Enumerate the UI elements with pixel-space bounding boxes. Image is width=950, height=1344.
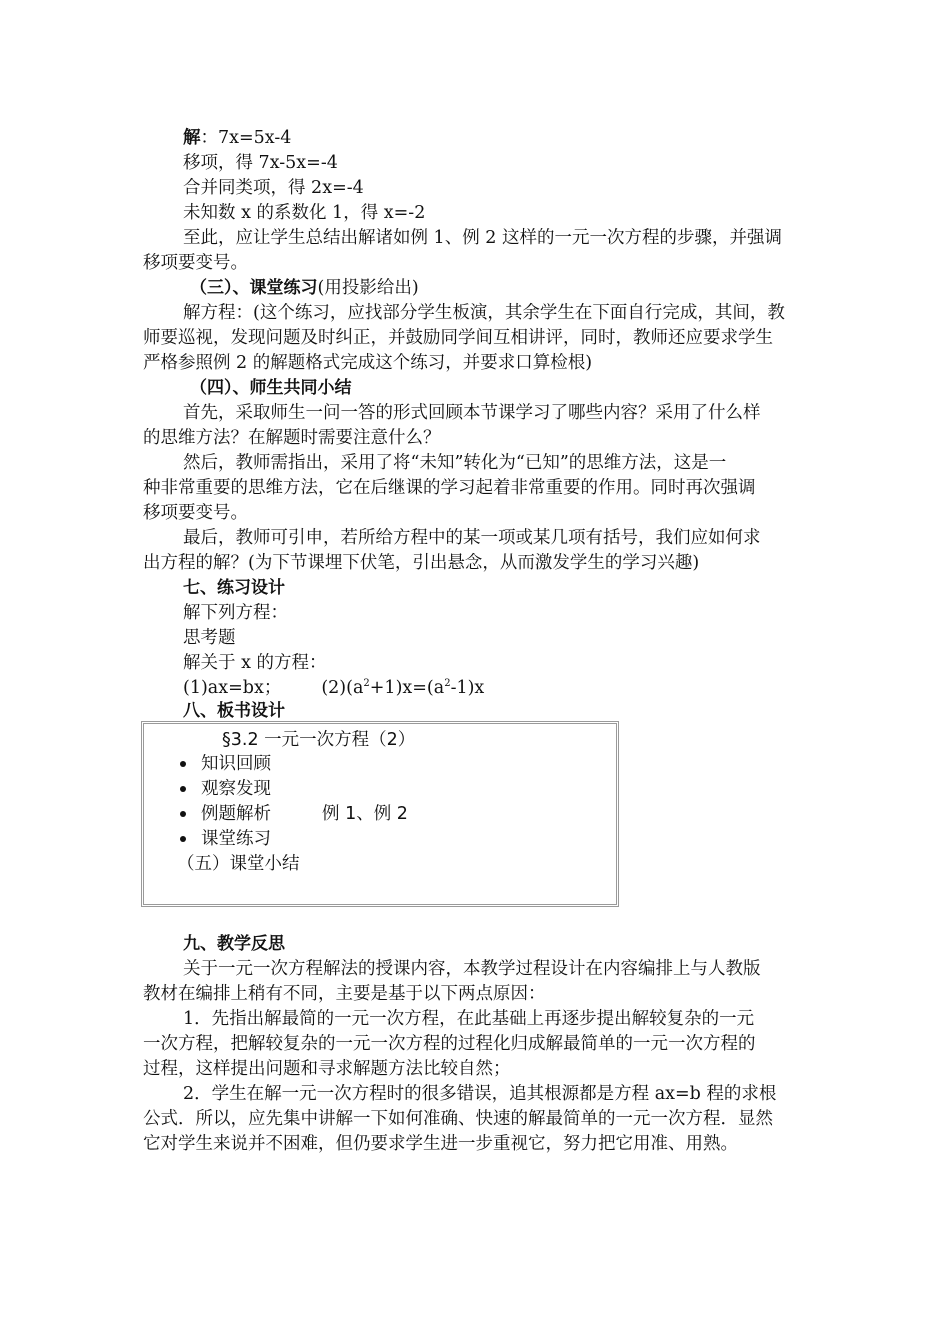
solution-step-2: 合并同类项，得 2x=-4: [183, 178, 364, 198]
solution-label: 解: [183, 128, 201, 148]
board-summary-item: （五）课堂小结: [177, 854, 300, 874]
section-3-heading: [190, 276, 822, 301]
paragraph-line: 过程，这样提出问题和寻求解题方法比较自然；: [143, 1059, 511, 1079]
section-4-title: （四）、师生共同小结: [190, 378, 352, 398]
equation-2-part: (2)(a: [321, 678, 364, 698]
paragraph-line: 它对学生来说并不困难，但仍要求学生进一步重视它，努力把它用准、用熟。: [143, 1134, 738, 1154]
paragraph-line: 2．学生在解一元一次方程时的很多错误，追其根源都是方程 ax=b 程的求根: [183, 1084, 777, 1104]
paragraph-line: 种非常重要的思维方法，它在后继课的学习起着非常重要的作用。同时再次强调: [143, 478, 756, 498]
solution-step-1: 移项，得 7x-5x=-4: [183, 153, 338, 173]
paragraph-line: 然后，教师需指出，采用了将“未知”转化为“已知”的思维方法，这是一: [183, 453, 727, 473]
bullet-icon: [180, 836, 186, 842]
paragraph-line: 关于一元一次方程解法的授课内容，本教学过程设计在内容编排上与人教版: [183, 959, 761, 979]
equation-2-part: -1)x: [450, 678, 485, 698]
section-8-title: 八、板书设计: [183, 701, 285, 721]
board-item-examples: 例 1、例 2: [322, 804, 408, 824]
paragraph-line: 解方程：(这个练习，应找部分学生板演，其余学生在下面自行完成，其间，教: [183, 303, 785, 323]
solution-line: [183, 126, 815, 151]
paragraph-line: 严格参照例 2 的解题格式完成这个练习，并要求口算检根): [143, 353, 593, 373]
equation-2-exponent: 2: [444, 678, 451, 690]
bullet-icon: [180, 786, 186, 792]
paragraph-line: 的思维方法？在解题时需要注意什么？: [143, 428, 441, 448]
paragraph-line: 首先，采取师生一问一答的形式回顾本节课学习了哪些内容？采用了什么样: [183, 403, 761, 423]
board-title: §3.2 一元一次方程（2）: [222, 730, 416, 750]
solution-step-3: 未知数 x 的系数化 1，得 x=-2: [183, 203, 426, 223]
exercise-line: 解关于 x 的方程：: [183, 653, 327, 673]
equation-2-part: +1)x=(a: [369, 678, 445, 698]
paragraph-line: 至此，应让学生总结出解诸如例 1、例 2 这样的一元一次方程的步骤，并强调: [183, 228, 782, 248]
paragraph-line: 一次方程，把解较复杂的一元一次方程的过程化归成解最简单的一元一次方程的: [143, 1034, 756, 1054]
equation-1: (1)ax=bx；: [183, 678, 282, 698]
paragraph-line: 师要巡视，发现问题及时纠正，并鼓励同学间互相讲评，同时，教师还应要求学生: [143, 328, 773, 348]
board-item: 观察发现: [201, 779, 271, 799]
exercise-line: 思考题: [183, 628, 236, 648]
solution-equation: 7x=5x-4: [218, 128, 292, 148]
exercise-line: 解下列方程：: [183, 603, 288, 623]
paragraph-line: 移项要变号。: [143, 253, 248, 273]
exercise-equations: [183, 676, 815, 701]
board-item: 例题解析: [201, 804, 271, 824]
paragraph-line: 最后，教师可引申，若所给方程中的某一项或某几项有括号，我们应如何求: [183, 528, 761, 548]
paragraph-line: 出方程的解？(为下节课埋下伏笔，引出悬念，从而激发学生的学习兴趣): [143, 553, 700, 573]
section-7-title: 七、练习设计: [183, 578, 285, 598]
bullet-icon: [180, 811, 186, 817]
section-3-note: (用投影给出): [317, 278, 419, 298]
blackboard-design-box: [141, 721, 619, 907]
solution-colon: ：: [200, 128, 218, 148]
bullet-icon: [180, 761, 186, 767]
section-3-title: （三）、课堂练习: [190, 278, 318, 298]
section-9-title: 九、教学反思: [183, 934, 285, 954]
board-item: 课堂练习: [201, 829, 271, 849]
paragraph-line: 移项要变号。: [143, 503, 248, 523]
board-item: 知识回顾: [201, 754, 271, 774]
paragraph-line: 公式．所以，应先集中讲解一下如何准确、快速的解最简单的一元一次方程．显然: [143, 1109, 773, 1129]
paragraph-line: 教材在编排上稍有不同，主要是基于以下两点原因：: [143, 984, 546, 1004]
equation-2: [321, 678, 484, 698]
paragraph-line: 1．先指出解最简的一元一次方程，在此基础上再逐步提出解较复杂的一元: [183, 1009, 755, 1029]
equation-2-exponent: 2: [363, 678, 370, 690]
